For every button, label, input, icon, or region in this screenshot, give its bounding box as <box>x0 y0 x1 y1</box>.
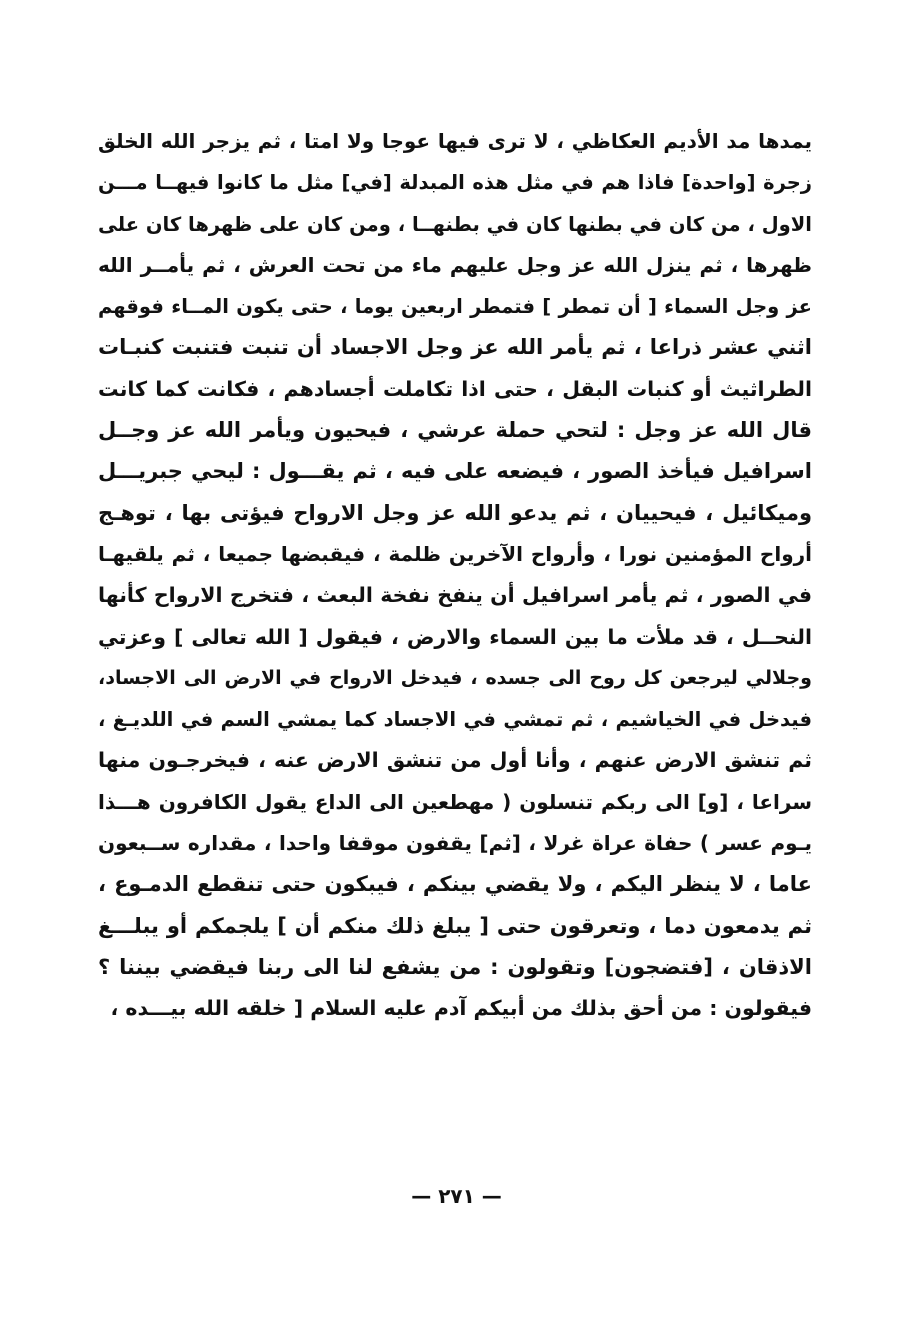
text-line: فيدخل في الخياشيم ، ثم تمشي في الاجساد كما يمشي السم في اللديـغ ، <box>98 708 812 732</box>
text-line: الطراثيث أو كنبات البقل ، حتى اذا تكاملت أجسادهم ، فكانت كما كانت <box>98 376 812 401</box>
text-line: النحــل ، قد ملأت ما بين السماء والارض ، فيقول [ الله تعالى ] وعزتي <box>98 624 812 649</box>
text-line: وجلالي ليرجعن كل روح الى جسده ، فيدخل الارواح في الارض الى الاجساد، <box>98 666 812 689</box>
text-line: الاذقان ، [فتضجون] وتقولون : من يشفع لنا الى ربنا فيقضي بيننا ؟ <box>98 954 812 979</box>
text-line: أرواح المؤمنين نورا ، وأرواح الآخرين ظلمة ، فيقبضها جميعا ، ثم يلقيهـا <box>98 541 812 566</box>
text-line: في الصور ، ثم يأمر اسرافيل أن ينفخ نفخة البعث ، فتخرج الارواح كأنها <box>98 583 812 608</box>
text-line: ظهرها ، ثم ينزل الله عز وجل عليهم ماء من تحت العرش ، ثم يأمــر الله <box>98 252 812 277</box>
text-line: ثم تنشق الارض عنهم ، وأنا أول من تنشق الارض عنه ، فيخرجـون منها <box>98 748 812 773</box>
text-line: زجرة [واحدة] فاذا هم في مثل هذه المبدلة [في] مثل ما كانوا فيهــا مـــن <box>98 171 812 195</box>
text-line: الاول ، من كان في بطنها كان في بطنهــا ، ومن كان على ظهرها كان على <box>98 212 812 236</box>
text-line: سراعا ، [و] الى ربكم تنسلون ( مهطعين الى الداع يقول الكافرون هـــذا <box>98 789 812 814</box>
text-line: فيقولون : من أحق بذلك من أبيكم آدم عليه السلام [ خلقه الله بيـــده ، <box>110 996 812 1021</box>
body-text <box>98 121 812 1030</box>
text-line: عاما ، لا ينظر اليكم ، ولا يقضي بينكم ، فيبكون حتى تنقطع الدمـوع ، <box>98 872 812 897</box>
text-line: اثني عشر ذراعا ، ثم يأمر الله عز وجل الاجساد أن تنبت فتنبت كنبـات <box>98 335 812 360</box>
text-line: يمدها مد الأديم العكاظي ، لا ترى فيها عوجا ولا امتا ، ثم يزجر الله الخلق <box>98 129 812 153</box>
page-number: — ٢٧١ — <box>411 1184 502 1208</box>
text-line: اسرافيل فيأخذ الصور ، فيضعه على فيه ، ثم يقـــول : ليحي جبريـــل <box>98 459 812 484</box>
text-line: عز وجل السماء [ أن تمطر ] فتمطر اربعين يوما ، حتى يكون المــاء فوقهم <box>98 295 812 319</box>
text-line: قال الله عز وجل : لتحي حملة عرشي ، فيحيون ويأمر الله عز وجــل <box>98 418 812 443</box>
text-line: وميكائيل ، فيحييان ، ثم يدعو الله عز وجل الارواح فيؤتى بها ، توهـج <box>98 500 812 525</box>
text-line: يـوم عسر ) حفاة عراة غرلا ، [ثم] يقفون موقفا واحدا ، مقداره ســبعون <box>98 831 812 856</box>
text-line: ثم يدمعون دما ، وتعرقون حتى [ يبلغ ذلك منكم أن ] يلجمكم أو يبلـــغ <box>98 913 812 938</box>
